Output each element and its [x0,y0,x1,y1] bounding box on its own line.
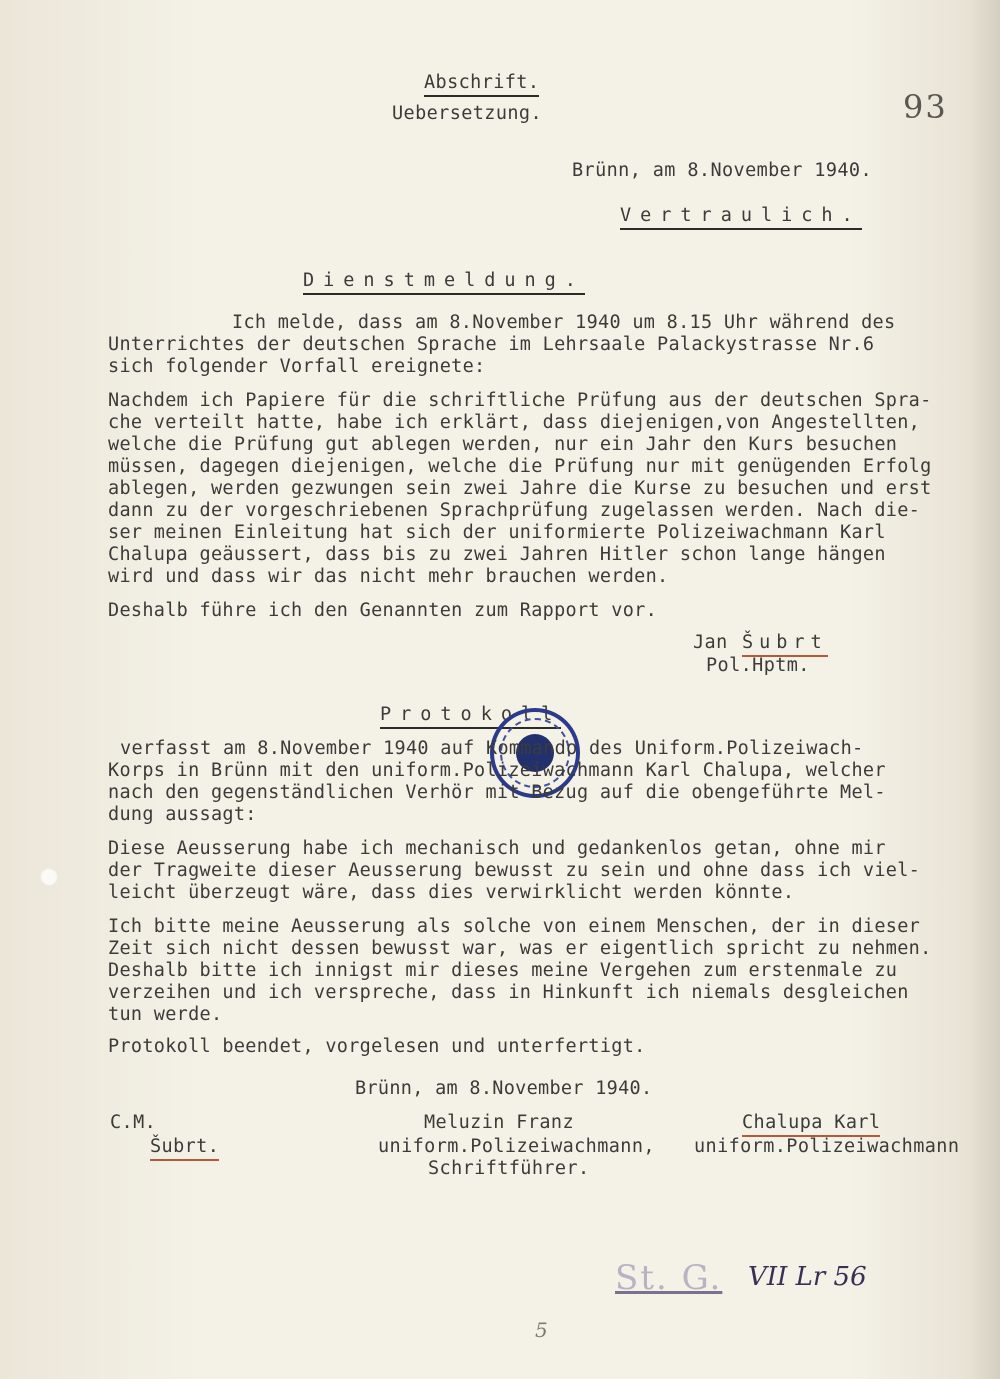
statement-line: Diese Aeusserung habe ich mechanisch und gedankenlos getan, ohne mir [108,838,886,859]
report-body-line: che verteilt hatte, habe ich erklärt, dass diejenigen,von Angestellten, [108,412,921,433]
report-body-line: wird und dass wir das nicht mehr brauchen werden. [108,566,669,587]
report-place-date: Brünn, am 8.November 1940. [572,160,872,181]
protocol-place-date: Brünn, am 8.November 1940. [355,1078,653,1099]
statement-line: Ich bitte meine Aeusserung als solche von einem Menschen, der in dieser [108,916,921,937]
punch-hole [40,868,58,886]
protocol-intro-line: verfasst am 8.November 1940 auf Kommando des Uniform.Polizeiwach- [120,738,864,759]
statement-line: tun werde. [108,1004,223,1025]
report-closing: Deshalb führe ich den Genannten zum Rapport vor. [108,600,658,621]
signature-right-name: Chalupa Karl [742,1112,880,1137]
report-body-line: Nachdem ich Papiere für die schriftliche Prüfung aus der deutschen Spra- [108,390,932,411]
archive-stamp: St. G. [615,1258,723,1298]
report-body-line: welche die Prüfung gut ablegen werden, nur ein Jahr den Kurs besuchen [108,434,898,455]
protocol-intro-line: Korps in Brünn mit den uniform.Polizeiwachmann Karl Chalupa, welcher [108,760,886,781]
protocol-intro-line: dung aussagt: [108,804,257,825]
classification-label: Vertraulich. [620,205,862,230]
report-intro-line: Ich melde, dass am 8.November 1940 um 8.15 Uhr während des [232,312,896,333]
report-intro-line: Unterrichtes der deutschen Sprache im Lehrsaale Palackystrasse Nr.6 [108,334,875,355]
archive-signature: VII Lr 56 [748,1262,867,1292]
signature-left-name: Šubrt. [150,1136,219,1161]
statement-line: Deshalb bitte ich innigst mir dieses meine Vergehen zum erstenmale zu [108,960,898,981]
statement-line: leicht überzeugt wäre, dass dies verwirklicht werden könnte. [108,882,795,903]
signature-middle-role: uniform.Polizeiwachmann, [378,1136,655,1157]
statement-line: verzeihen und ich verspreche, dass in Hinkunft ich niemals desgleichen [108,982,909,1003]
report-intro-line: sich folgender Vorfall ereignete: [108,356,486,377]
signature-middle-name: Meluzin Franz [424,1112,574,1133]
report-body-line: ser meinen Einleitung hat sich der uniformierte Polizeiwachmann Karl [108,522,886,543]
statement-line: Zeit sich nicht dessen bewusst war, was er eigentlich spricht zu nehmen. [108,938,932,959]
signature-middle-function: Schriftführer. [428,1158,590,1179]
page-number: 93 [903,88,948,126]
pencil-note: 5 [535,1318,548,1342]
protocol-intro-line: nach den gegenständlichen Verhör mit Bezug auf die obengeführte Mel- [108,782,886,803]
report-body-line: ablegen, werden gezwungen sein zwei Jahre die Kurse zu besuchen und erst [108,478,932,499]
signature-rank: Pol.Hptm. [706,655,810,676]
paper-edge [968,0,1000,1379]
report-body-line: Chalupa geäussert, dass bis zu zwei Jahren Hitler schon lange hängen [108,544,886,565]
protocol-heading: Protokoll [380,704,561,729]
protocol-closing: Protokoll beendet, vorgelesen und unterfertigt. [108,1036,646,1057]
report-heading: Dienstmeldung. [303,270,585,295]
document-subtitle: Uebersetzung. [392,103,542,124]
document-title: Abschrift. [424,72,539,97]
report-body-line: dann zu der vorgeschriebenen Sprachprüfung zugelassen werden. Nach die- [108,500,921,521]
statement-line: der Tragweite dieser Aeusserung bewusst zu sein und ohne dass ich viel- [108,860,921,881]
report-body-line: müssen, dagegen diejenigen, welche die Prüfung nur mit genügenden Erfolg [108,456,932,477]
signature-right-role: uniform.Polizeiwachmann [694,1136,960,1157]
signature-name: Šubrt [742,632,828,657]
signature-left-label: C.M. [110,1112,157,1133]
signature-prefix: Jan [693,632,728,653]
